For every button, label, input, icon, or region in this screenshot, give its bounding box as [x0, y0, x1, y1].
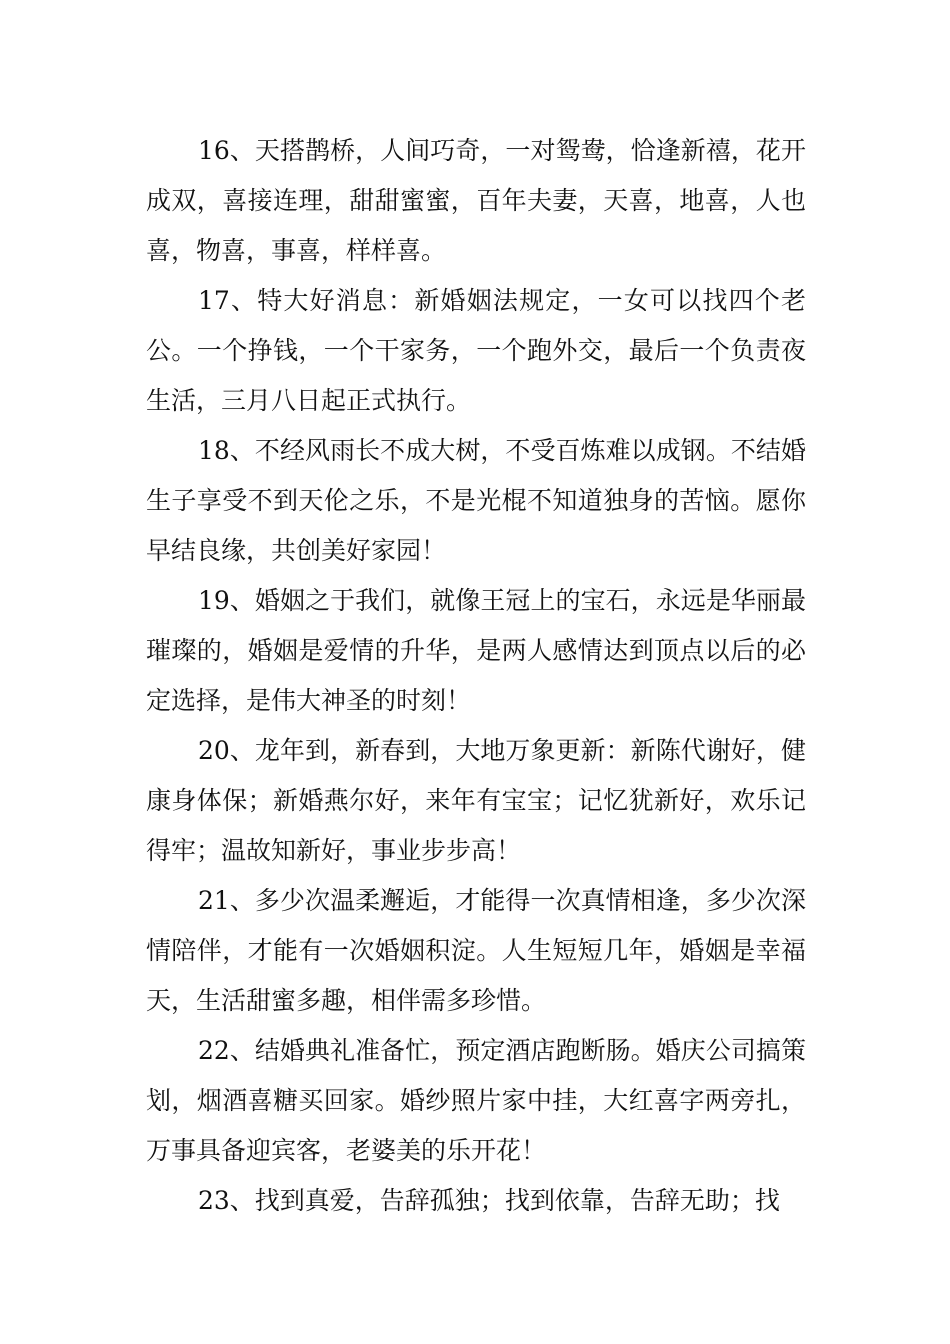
document-body: [146, 126, 806, 1226]
paragraph-22: 22、结婚典礼准备忙，预定酒店跑断肠。婚庆公司搞策划，烟酒喜糖买回家。婚纱照片家中挂，大红喜字两旁扎，万事具备迎宾客，老婆美的乐开花！: [146, 1036, 806, 1165]
paragraph-16: 16、天搭鹊桥，人间巧奇，一对鸳鸯，恰逢新禧，花开成双，喜接连理，甜甜蜜蜜，百年夫妻，天喜，地喜，人也喜，物喜，事喜，样样喜。: [146, 136, 806, 265]
paragraph-17: 17、特大好消息：新婚姻法规定，一女可以找四个老公。一个挣钱，一个干家务，一个跑外交，最后一个负责夜生活，三月八日起正式执行。: [146, 286, 806, 415]
paragraph-23: 23、找到真爱，告辞孤独；找到依靠，告辞无助；找: [198, 1186, 780, 1215]
paragraph-19: 19、婚姻之于我们，就像王冠上的宝石，永远是华丽最璀璨的，婚姻是爱情的升华，是两人感情达到顶点以后的必定选择，是伟大神圣的时刻！: [146, 586, 806, 715]
paragraph-20: 20、龙年到，新春到，大地万象更新：新陈代谢好，健康身体保；新婚燕尔好，来年有宝宝；记忆犹新好，欢乐记得牢；温故知新好，事业步步高！: [146, 736, 806, 865]
paragraph-18: 18、不经风雨长不成大树，不受百炼难以成钢。不结婚生子享受不到天伦之乐，不是光棍不知道独身的苦恼。愿你早结良缘，共创美好家园！: [146, 436, 806, 565]
paragraph-21: 21、多少次温柔邂逅，才能得一次真情相逢，多少次深情陪伴，才能有一次婚姻积淀。人生短短几年，婚姻是幸福天，生活甜蜜多趣，相伴需多珍惜。: [146, 886, 806, 1015]
